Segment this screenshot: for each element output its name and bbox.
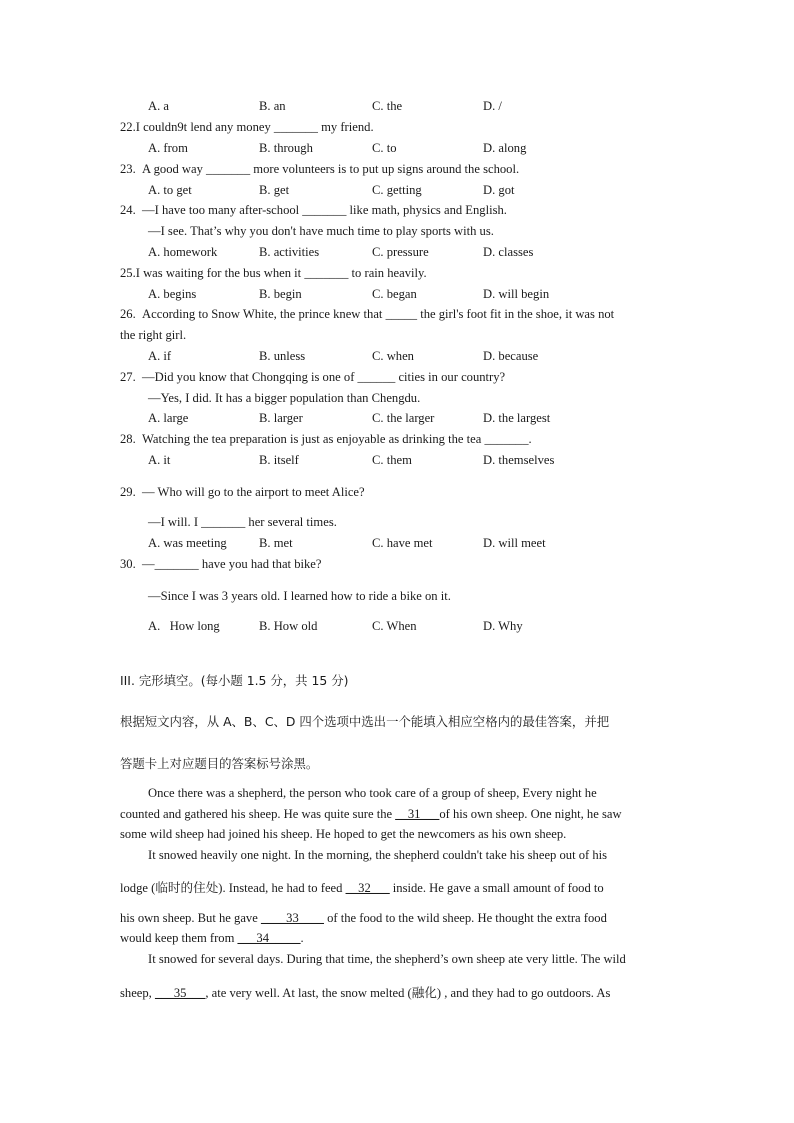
question-27-response: —Yes, I did. It has a bigger population than Chengdu. [148, 391, 421, 405]
passage-text: counted and gathered his sheep. He was quite sure the [120, 807, 396, 821]
passage-text: would keep them from [120, 931, 238, 945]
question-22 [120, 120, 374, 135]
option-b: B. an [259, 99, 286, 113]
option-d: D. along [483, 141, 527, 155]
passage-text: his own sheep. But he gave [120, 911, 261, 925]
option-a: A. a [148, 99, 169, 113]
option-d: D. the largest [483, 411, 551, 425]
section-title: III. 完形填空。(每小题 1.5 分，共 15 分) [120, 673, 349, 688]
option-c: C. getting [372, 183, 422, 197]
question-number: 29. [120, 485, 136, 499]
blank-34[interactable]: ___34_____ [237, 931, 301, 945]
option-d: D. got [483, 183, 515, 197]
question-stem: Watching the tea preparation is just as enjoyable as drinking the tea _______. [142, 432, 532, 446]
passage-text: , ate very well. At last, the snow melted (融化) , and they had to go outdoors. As [205, 986, 611, 1000]
blank-35[interactable]: ___35___ [154, 986, 206, 1000]
option-c: C. pressure [372, 245, 429, 259]
question-30-response: —Since I was 3 years old. I learned how to ride a bike on it. [148, 589, 451, 603]
question-stem: —_______ have you had that bike? [142, 557, 322, 571]
passage-line [120, 911, 607, 926]
option-c: C. have met [372, 536, 433, 550]
option-d: D. because [483, 349, 539, 363]
passage-line [120, 807, 622, 822]
passage-line [120, 986, 610, 1001]
option-d: D. / [483, 99, 502, 113]
option-c: C. the [372, 99, 403, 113]
option-a: A. homework [148, 245, 218, 259]
option-d: D. Why [483, 619, 523, 633]
option-b: B. met [259, 536, 293, 550]
question-29 [120, 485, 365, 500]
section-instruction-continued: 答题卡上对应题目的答案标号涂黑。 [120, 756, 319, 771]
option-a: A. large [148, 411, 189, 425]
option-d: D. will begin [483, 287, 550, 301]
option-c: C. to [372, 141, 397, 155]
passage-text: lodge (临时的住处). Instead, he had to feed [120, 881, 346, 895]
question-26-continued: the right girl. [120, 328, 187, 342]
option-b: B. itself [259, 453, 299, 467]
question-number: 24. [120, 203, 136, 217]
option-d: D. will meet [483, 536, 546, 550]
question-number: 26. [120, 307, 136, 321]
question-25 [120, 266, 427, 281]
question-27 [120, 370, 505, 385]
option-b: B. activities [259, 245, 320, 259]
question-number: 22. [120, 120, 136, 134]
question-stem: I was waiting for the bus when it _______ to rain heavily. [135, 266, 427, 280]
question-29-response: —I will. I _______ her several times. [148, 515, 337, 529]
option-b: B. unless [259, 349, 306, 363]
option-c: C. the larger [372, 411, 435, 425]
passage-text: of the food to the wild sheep. He thought the extra food [323, 911, 607, 925]
option-d: D. classes [483, 245, 534, 259]
question-28 [120, 432, 532, 447]
blank-33[interactable]: ____33____ [260, 911, 324, 925]
option-a: A. if [148, 349, 172, 363]
question-stem: A good way _______ more volunteers is to put up signs around the school. [142, 162, 520, 176]
question-24-response: —I see. That’s why you don't have much time to play sports with us. [148, 224, 494, 238]
option-c: C. began [372, 287, 417, 301]
passage-text: sheep, [120, 986, 155, 1000]
question-number: 23. [120, 162, 136, 176]
question-number: 27. [120, 370, 136, 384]
question-number: 28. [120, 432, 136, 446]
option-a: A. from [148, 141, 188, 155]
question-30 [120, 557, 321, 572]
question-24 [120, 203, 507, 218]
question-number: 30. [120, 557, 136, 571]
blank-32[interactable]: __32___ [345, 881, 390, 895]
option-b: B. get [259, 183, 290, 197]
passage-text: . [300, 931, 304, 945]
passage-line: Once there was a shepherd, the person who took care of a group of sheep, Every night he [148, 786, 597, 800]
option-c: C. When [372, 619, 417, 633]
option-a: A. begins [148, 287, 197, 301]
option-a: A. to get [148, 183, 192, 197]
option-a: A. How long [148, 619, 220, 633]
option-c: C. them [372, 453, 412, 467]
question-stem: —I have too many after-school _______ like math, physics and English. [142, 203, 507, 217]
question-number: 25. [120, 266, 136, 280]
passage-line: It snowed for several days. During that time, the shepherd’s own sheep ate very little. The wild [148, 952, 626, 966]
question-26 [120, 307, 614, 322]
passage-text: inside. He gave a small amount of food to [389, 881, 604, 895]
passage-line: It snowed heavily one night. In the morning, the shepherd couldn't take his sheep out of his [148, 848, 608, 862]
option-c: C. when [372, 349, 414, 363]
option-b: B. through [259, 141, 313, 155]
question-stem: I couldn9t lend any money _______ my friend. [135, 120, 374, 134]
option-a: A. it [148, 453, 171, 467]
question-stem: —Did you know that Chongqing is one of ______ cities in our country? [142, 370, 506, 384]
option-d: D. themselves [483, 453, 555, 467]
passage-line [120, 931, 304, 946]
passage-line [120, 881, 604, 896]
question-23 [120, 162, 519, 177]
option-b: B. larger [259, 411, 303, 425]
option-a: A. was meeting [148, 536, 227, 550]
passage-line: some wild sheep had joined his sheep. He hoped to get the newcomers as his own sheep. [120, 827, 567, 841]
section-instruction: 根据短文内容，从 A、B、C、D 四个选项中选出一个能填入相应空格内的最佳答案，并把 [120, 714, 610, 729]
question-stem: — Who will go to the airport to meet Alice? [142, 485, 365, 499]
question-stem: According to Snow White, the prince knew that _____ the girl's foot fit in the shoe, it was not [142, 307, 615, 321]
blank-31[interactable]: __31___ [395, 807, 440, 821]
option-b: B. begin [259, 287, 302, 301]
option-b: B. How old [259, 619, 318, 633]
passage-text: of his own sheep. One night, he saw [439, 807, 622, 821]
